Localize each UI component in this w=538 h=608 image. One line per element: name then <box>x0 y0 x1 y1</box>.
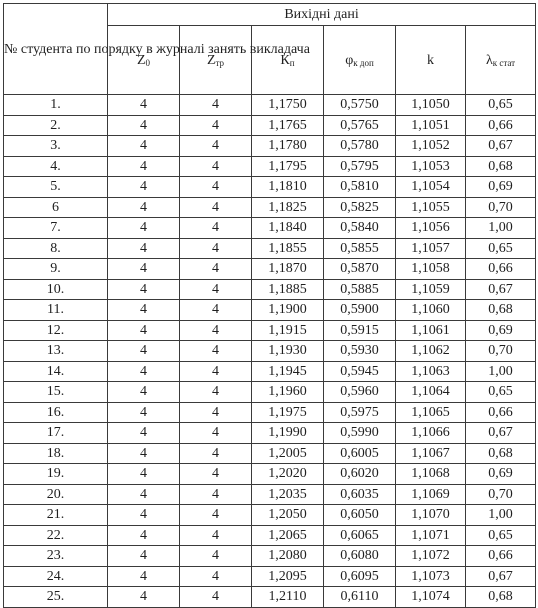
phi-k-dop-cell: 0,5795 <box>324 156 396 177</box>
student-number-cell: 24. <box>4 566 108 587</box>
kp-cell: 1,1780 <box>252 136 324 157</box>
table-row <box>4 238 536 259</box>
ztr-cell: 4 <box>180 320 252 341</box>
phi-k-dop-cell: 0,5750 <box>324 95 396 116</box>
student-number-cell: 16. <box>4 402 108 423</box>
kp-cell: 1,1900 <box>252 300 324 321</box>
ztr-cell: 4 <box>180 382 252 403</box>
kp-cell: 1,1765 <box>252 115 324 136</box>
table-row <box>4 402 536 423</box>
student-number-cell: 22. <box>4 525 108 546</box>
phi-k-dop-cell: 0,6065 <box>324 525 396 546</box>
z0-cell: 4 <box>108 279 180 300</box>
table-row <box>4 95 536 116</box>
k-cell: 1,1072 <box>396 546 466 567</box>
kp-cell: 1,2005 <box>252 443 324 464</box>
student-number-cell: 13. <box>4 341 108 362</box>
kp-cell: 1,1885 <box>252 279 324 300</box>
kp-cell: 1,2035 <box>252 484 324 505</box>
table-row <box>4 156 536 177</box>
student-number-cell: 21. <box>4 505 108 526</box>
lambda-k-stat-cell: 0,67 <box>466 136 536 157</box>
lambda-k-stat-cell: 0,66 <box>466 259 536 280</box>
data-sheet <box>3 3 535 605</box>
table-row <box>4 177 536 198</box>
ztr-cell: 4 <box>180 587 252 608</box>
ztr-cell: 4 <box>180 136 252 157</box>
lambda-k-stat-cell: 0,68 <box>466 587 536 608</box>
lambda-k-stat-cell: 1,00 <box>466 361 536 382</box>
student-number-header: № студента по порядку в журналі занять викладача <box>4 4 108 95</box>
phi-k-dop-cell: 0,5855 <box>324 238 396 259</box>
z0-cell: 4 <box>108 177 180 198</box>
z0-cell: 4 <box>108 566 180 587</box>
ztr-cell: 4 <box>180 279 252 300</box>
table-row <box>4 464 536 485</box>
ztr-cell: 4 <box>180 525 252 546</box>
ztr-cell: 4 <box>180 464 252 485</box>
phi-k-dop-cell: 0,5930 <box>324 341 396 362</box>
kp-cell: 1,1750 <box>252 95 324 116</box>
lambda-k-stat-cell: 0,70 <box>466 341 536 362</box>
k-cell: 1,1059 <box>396 279 466 300</box>
kp-cell: 1,1930 <box>252 341 324 362</box>
table-row <box>4 546 536 567</box>
z0-cell: 4 <box>108 115 180 136</box>
table-row <box>4 279 536 300</box>
z0-cell: 4 <box>108 525 180 546</box>
phi-k-dop-cell: 0,6035 <box>324 484 396 505</box>
student-number-cell: 12. <box>4 320 108 341</box>
k-cell: 1,1055 <box>396 197 466 218</box>
k-cell: 1,1064 <box>396 382 466 403</box>
student-number-cell: 20. <box>4 484 108 505</box>
ztr-cell: 4 <box>180 443 252 464</box>
student-number-cell: 10. <box>4 279 108 300</box>
lambda-k-stat-cell: 0,69 <box>466 320 536 341</box>
col-header-phi-k-dop: $\varphi_{к доп}$ <box>324 26 396 95</box>
kp-cell: 1,1795 <box>252 156 324 177</box>
input-data-table <box>3 3 536 608</box>
lambda-k-stat-cell: 0,68 <box>466 300 536 321</box>
table-row <box>4 566 536 587</box>
z0-cell: 4 <box>108 300 180 321</box>
k-cell: 1,1053 <box>396 156 466 177</box>
ztr-cell: 4 <box>180 115 252 136</box>
phi-k-dop-cell: 0,5885 <box>324 279 396 300</box>
k-cell: 1,1056 <box>396 218 466 239</box>
kp-cell: 1,1990 <box>252 423 324 444</box>
lambda-k-stat-cell: 0,68 <box>466 156 536 177</box>
table-row <box>4 115 536 136</box>
ztr-cell: 4 <box>180 402 252 423</box>
k-cell: 1,1051 <box>396 115 466 136</box>
z0-cell: 4 <box>108 484 180 505</box>
lambda-k-stat-cell: 0,68 <box>466 443 536 464</box>
table-body <box>4 95 536 608</box>
k-cell: 1,1058 <box>396 259 466 280</box>
kp-cell: 1,1810 <box>252 177 324 198</box>
student-number-cell: 17. <box>4 423 108 444</box>
table-row <box>4 361 536 382</box>
lambda-k-stat-cell: 1,00 <box>466 218 536 239</box>
phi-k-dop-cell: 0,5945 <box>324 361 396 382</box>
kp-cell: 1,1840 <box>252 218 324 239</box>
lambda-k-stat-cell: 0,65 <box>466 382 536 403</box>
col-header-z0: $Z_0$ <box>108 26 180 95</box>
table-row <box>4 300 536 321</box>
k-cell: 1,1050 <box>396 95 466 116</box>
z0-cell: 4 <box>108 197 180 218</box>
lambda-k-stat-cell: 0,67 <box>466 423 536 444</box>
ztr-cell: 4 <box>180 300 252 321</box>
phi-k-dop-cell: 0,6095 <box>324 566 396 587</box>
phi-k-dop-cell: 0,5765 <box>324 115 396 136</box>
lambda-k-stat-cell: 0,67 <box>466 279 536 300</box>
kp-cell: 1,2080 <box>252 546 324 567</box>
z0-cell: 4 <box>108 95 180 116</box>
student-number-cell: 8. <box>4 238 108 259</box>
table-row <box>4 320 536 341</box>
phi-k-dop-cell: 0,6050 <box>324 505 396 526</box>
k-cell: 1,1068 <box>396 464 466 485</box>
table-row <box>4 423 536 444</box>
lambda-k-stat-cell: 1,00 <box>466 505 536 526</box>
student-number-cell: 3. <box>4 136 108 157</box>
z0-cell: 4 <box>108 218 180 239</box>
k-cell: 1,1063 <box>396 361 466 382</box>
student-number-cell: 23. <box>4 546 108 567</box>
kp-cell: 1,1945 <box>252 361 324 382</box>
ztr-cell: 4 <box>180 95 252 116</box>
lambda-k-stat-cell: 0,67 <box>466 566 536 587</box>
phi-k-dop-cell: 0,5810 <box>324 177 396 198</box>
k-cell: 1,1065 <box>396 402 466 423</box>
z0-cell: 4 <box>108 587 180 608</box>
lambda-k-stat-cell: 0,66 <box>466 402 536 423</box>
z0-cell: 4 <box>108 464 180 485</box>
ztr-cell: 4 <box>180 546 252 567</box>
lambda-k-stat-cell: 0,69 <box>466 177 536 198</box>
ztr-cell: 4 <box>180 259 252 280</box>
lambda-k-stat-cell: 0,65 <box>466 95 536 116</box>
lambda-k-stat-cell: 0,66 <box>466 115 536 136</box>
z0-cell: 4 <box>108 402 180 423</box>
student-number-cell: 15. <box>4 382 108 403</box>
k-cell: 1,1074 <box>396 587 466 608</box>
lambda-k-stat-cell: 0,65 <box>466 238 536 259</box>
student-number-cell: 14. <box>4 361 108 382</box>
table-row <box>4 587 536 608</box>
ztr-cell: 4 <box>180 156 252 177</box>
ztr-cell: 4 <box>180 566 252 587</box>
ztr-cell: 4 <box>180 361 252 382</box>
phi-k-dop-cell: 0,5870 <box>324 259 396 280</box>
lambda-k-stat-cell: 0,69 <box>466 464 536 485</box>
phi-k-dop-cell: 0,5825 <box>324 197 396 218</box>
k-cell: 1,1073 <box>396 566 466 587</box>
ztr-cell: 4 <box>180 484 252 505</box>
k-cell: 1,1060 <box>396 300 466 321</box>
table-row <box>4 484 536 505</box>
z0-cell: 4 <box>108 505 180 526</box>
ztr-cell: 4 <box>180 218 252 239</box>
lambda-k-stat-cell: 0,70 <box>466 484 536 505</box>
k-cell: 1,1067 <box>396 443 466 464</box>
phi-k-dop-cell: 0,5975 <box>324 402 396 423</box>
phi-k-dop-cell: 0,6005 <box>324 443 396 464</box>
kp-cell: 1,1825 <box>252 197 324 218</box>
lambda-k-stat-cell: 0,70 <box>466 197 536 218</box>
kp-cell: 1,1915 <box>252 320 324 341</box>
col-header-k: k <box>396 26 466 95</box>
ztr-cell: 4 <box>180 423 252 444</box>
k-cell: 1,1052 <box>396 136 466 157</box>
k-cell: 1,1061 <box>396 320 466 341</box>
kp-cell: 1,1975 <box>252 402 324 423</box>
z0-cell: 4 <box>108 443 180 464</box>
k-cell: 1,1062 <box>396 341 466 362</box>
kp-cell: 1,1855 <box>252 238 324 259</box>
phi-k-dop-cell: 0,6080 <box>324 546 396 567</box>
k-cell: 1,1057 <box>396 238 466 259</box>
table-row <box>4 443 536 464</box>
z0-cell: 4 <box>108 361 180 382</box>
table-row <box>4 505 536 526</box>
table-row <box>4 382 536 403</box>
k-cell: 1,1069 <box>396 484 466 505</box>
table-row <box>4 341 536 362</box>
col-header-kp: $К_п$ <box>252 26 324 95</box>
z0-cell: 4 <box>108 382 180 403</box>
kp-cell: 1,2020 <box>252 464 324 485</box>
phi-k-dop-cell: 0,5990 <box>324 423 396 444</box>
col-header-lambda-k-stat: $\lambda_{к стат}$ <box>466 26 536 95</box>
z0-cell: 4 <box>108 423 180 444</box>
table-row <box>4 136 536 157</box>
phi-k-dop-cell: 0,5780 <box>324 136 396 157</box>
table-row <box>4 525 536 546</box>
kp-cell: 1,2050 <box>252 505 324 526</box>
kp-cell: 1,2095 <box>252 566 324 587</box>
ztr-cell: 4 <box>180 177 252 198</box>
kp-cell: 1,1960 <box>252 382 324 403</box>
lambda-k-stat-cell: 0,65 <box>466 525 536 546</box>
phi-k-dop-cell: 0,5900 <box>324 300 396 321</box>
student-number-cell: 7. <box>4 218 108 239</box>
student-number-cell: 6 <box>4 197 108 218</box>
table-row <box>4 197 536 218</box>
student-number-cell: 11. <box>4 300 108 321</box>
k-cell: 1,1071 <box>396 525 466 546</box>
student-number-cell: 25. <box>4 587 108 608</box>
k-cell: 1,1054 <box>396 177 466 198</box>
table-row <box>4 218 536 239</box>
phi-k-dop-cell: 0,5960 <box>324 382 396 403</box>
phi-k-dop-cell: 0,6020 <box>324 464 396 485</box>
ztr-cell: 4 <box>180 341 252 362</box>
z0-cell: 4 <box>108 238 180 259</box>
z0-cell: 4 <box>108 341 180 362</box>
ztr-cell: 4 <box>180 238 252 259</box>
input-data-group-header: Вихідні дані <box>108 4 536 26</box>
kp-cell: 1,1870 <box>252 259 324 280</box>
student-number-cell: 18. <box>4 443 108 464</box>
phi-k-dop-cell: 0,6110 <box>324 587 396 608</box>
z0-cell: 4 <box>108 320 180 341</box>
student-number-cell: 1. <box>4 95 108 116</box>
ztr-cell: 4 <box>180 197 252 218</box>
k-cell: 1,1070 <box>396 505 466 526</box>
z0-cell: 4 <box>108 259 180 280</box>
table-row <box>4 259 536 280</box>
ztr-cell: 4 <box>180 505 252 526</box>
kp-cell: 1,2065 <box>252 525 324 546</box>
student-number-cell: 4. <box>4 156 108 177</box>
student-number-cell: 9. <box>4 259 108 280</box>
student-number-cell: 5. <box>4 177 108 198</box>
z0-cell: 4 <box>108 546 180 567</box>
kp-cell: 1,2110 <box>252 587 324 608</box>
phi-k-dop-cell: 0,5840 <box>324 218 396 239</box>
col-header-ztr: $Z_{тр}$ <box>180 26 252 95</box>
student-number-cell: 2. <box>4 115 108 136</box>
student-number-cell: 19. <box>4 464 108 485</box>
k-cell: 1,1066 <box>396 423 466 444</box>
z0-cell: 4 <box>108 156 180 177</box>
lambda-k-stat-cell: 0,66 <box>466 546 536 567</box>
phi-k-dop-cell: 0,5915 <box>324 320 396 341</box>
z0-cell: 4 <box>108 136 180 157</box>
